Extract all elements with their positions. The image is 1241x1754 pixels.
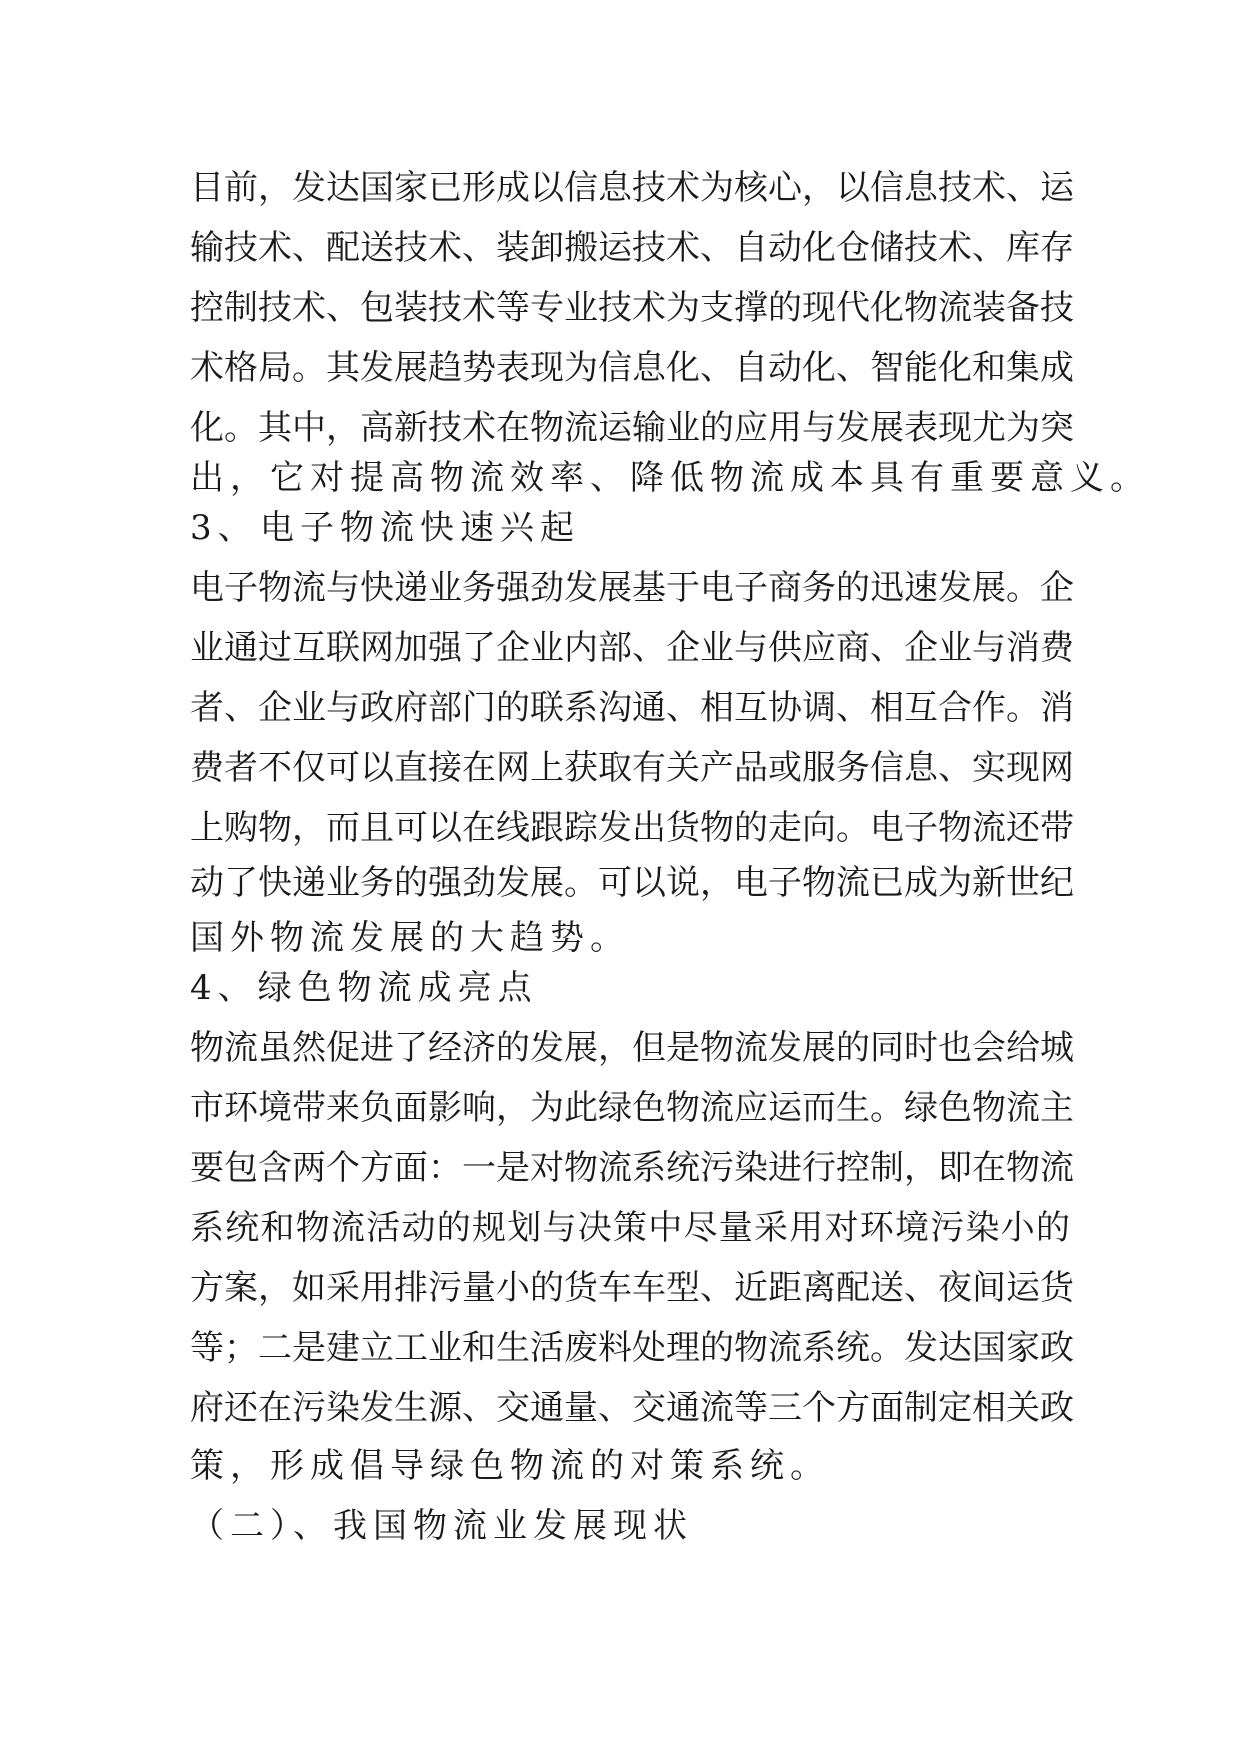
paragraph-3-line-5: 方案，如采用排污量小的货车车型、近距离配送、夜间运货 — [190, 1268, 1074, 1308]
paragraph-2-line-1: 电子物流与快递业务强劲发展基于电子商务的迅速发展。企 — [190, 568, 1074, 608]
paragraph-1-line-5: 化。其中，高新技术在物流运输业的应用与发展表现尤为突 — [190, 408, 1074, 448]
paragraph-1-line-4: 术格局。其发展趋势表现为信息化、自动化、智能化和集成 — [190, 348, 1074, 388]
paragraph-2-line-5: 上购物，而且可以在线跟踪发出货物的走向。电子物流还带 — [190, 808, 1074, 848]
paragraph-3-line-2: 市环境带来负面影响，为此绿色物流应运而生。绿色物流主 — [190, 1088, 1074, 1128]
paragraph-1-line-2: 输技术、配送技术、装卸搬运技术、自动化仓储技术、库存 — [190, 228, 1074, 268]
paragraph-3-line-3: 要包含两个方面：一是对物流系统污染进行控制，即在物流 — [190, 1148, 1074, 1188]
paragraph-2-line-3: 者、企业与政府部门的联系沟通、相互协调、相互合作。消 — [190, 688, 1074, 728]
section-heading-4: 4、绿色物流成亮点 — [190, 968, 538, 1008]
section-heading-5: （二）、我国物流业发展现状 — [190, 1506, 693, 1546]
paragraph-1-line-6: 出，它对提高物流效率、降低物流成本具有重要意义。 — [190, 458, 1150, 498]
paragraph-2-line-4: 费者不仅可以直接在网上获取有关产品或服务信息、实现网 — [190, 748, 1074, 788]
paragraph-3-line-4: 系统和物流活动的规划与决策中尽量采用对环境污染小的 — [190, 1208, 1070, 1248]
section-heading-3-text: 电子物流快速兴起 — [260, 508, 580, 548]
paragraph-3-line-6: 等；二是建立工业和生活废料处理的物流系统。发达国家政 — [190, 1328, 1074, 1368]
section-heading-3 — [190, 498, 580, 558]
paragraph-3-line-7: 府还在污染发生源、交通量、交通流等三个方面制定相关政 — [190, 1388, 1074, 1428]
section-heading-3-number: 3、 — [190, 508, 258, 548]
paragraph-3-line-8: 策，形成倡导绿色物流的对策系统。 — [190, 1446, 830, 1486]
paragraph-2-line-7: 国外物流发展的大趋势。 — [190, 918, 630, 958]
paragraph-1-line-1: 目前，发达国家已形成以信息技术为核心，以信息技术、运 — [190, 168, 1074, 208]
paragraph-1-line-3: 控制技术、包装技术等专业技术为支撑的现代化物流装备技 — [190, 288, 1074, 328]
paragraph-2-line-6: 动了快递业务的强劲发展。可以说，电子物流已成为新世纪 — [190, 863, 1074, 903]
paragraph-3-line-1: 物流虽然促进了经济的发展，但是物流发展的同时也会给城 — [190, 1028, 1074, 1068]
paragraph-2-line-2: 业通过互联网加强了企业内部、企业与供应商、企业与消费 — [190, 628, 1074, 668]
